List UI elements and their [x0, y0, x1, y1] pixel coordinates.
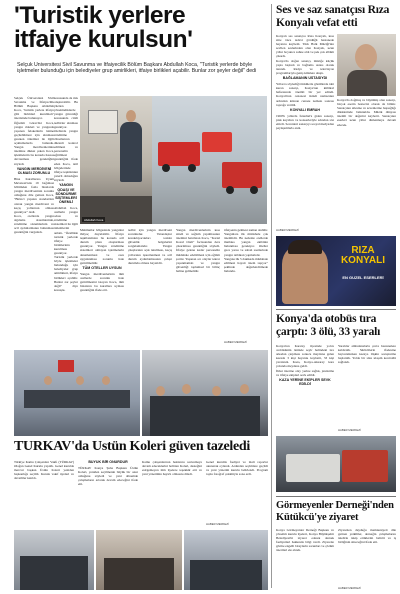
right-top-col-1-text: Konyalı ses sanatçısı Rıza Konyalı, kısa süre önce tedavi gördüğü hastanede hayatını kaybetti. Türk Halk Müziği'nin sevilen seslerinden olan Konyalı, uzun yıllar boyunca sahne aldı ve pek çok albüm çıkardı. Konya'da doğan sanatçı, müziğe küçük yaşta başladı ve bağlama ustası olarak tanındı. Radyo ve televizyon programlarıyla geniş kitlelere ulaştı. [276, 34, 334, 75]
bottom-headline: TÜRKAV'da Üstün Koleri güven tazeledi [14, 440, 250, 454]
bottom-photo-podium [14, 350, 140, 436]
main-col-2-text-b: Abdullah Koca, otellerin yangın odası ve söndürme sistemleri ile ilgili önlemlerini anlattı. "Özellikle turistik yerlerde itfaiye birimlerinin kurulması gerekiyor. Turistik yerlerde böyle işletmeler bulunduğu için belediyeler grup amirlikleri, itfaiye birlikleri açabilir. Bunlar zor şeyler değil" diye konuştu. [54, 205, 78, 292]
main-col-6-text: itfaiyenin gelmesi zaman alabilir. Yangınlara ilk müdahale çok önemlidir. Bu nedenle otellerde mutlaka yangın ekibinin bulunması gerekiyor. Oteller gece yarısı ve sabah saatlerinde yangın tatbikatı yapmalıdır. Yangına ilk 5 dakikada müdahale edilmesi hayati önem taşıyor" şeklinde değerlendirmede bulundu. [224, 228, 268, 273]
main-headline-line1: 'Turistik yerlere [14, 4, 186, 29]
right-mid-col-2 [338, 344, 396, 430]
main-col-3-subhead: TÜM OTELLER UYSUN [82, 266, 122, 271]
main-col-3 [80, 228, 124, 344]
bottom-photo-audience [142, 350, 268, 436]
bottom-col-2-text: TÜRKAV Konya Şube Başkanı Üstün Koleri, yeniden seçilmenin büyük bir onur olduğunu söyledi ve yeni dönemde çalışmaların artarak devam edeceğini ifade etti. [78, 465, 138, 487]
main-headline-line2: itfaiye kurulsun' [14, 26, 193, 53]
main-photo-caption: Abdullah Koca [84, 217, 104, 222]
main-col-1 [14, 96, 54, 342]
right-bottom-credit: HABER MERKEZİ [338, 586, 361, 590]
right-bottom-col-2 [338, 528, 396, 588]
bottom-credit: HABER MERKEZİ [206, 522, 229, 526]
divider-vertical [271, 4, 272, 588]
right-mid-col-1 [276, 344, 334, 430]
right-top-col-1-subhead-2: KONYALI EMRAH [289, 108, 321, 113]
divider-right-2 [276, 496, 396, 497]
right-bottom-col-2-text: Ziyaretten duyduğu memnuniyeti dile getiren yetkililer, derneğin çalışmalarını takdirle takip ettiklerini belirtti ve iş birliğinin süreceğini ifade etti. [338, 528, 396, 545]
main-col-5-text: Yangın merdivenlerinin kısa süreli ve sağlam yapılmasının önemini hatırlatan Koca, "Kartal Kozal Oteli" faciasından ders çıkarılması gerektiğini söyledi. İtfaiye gelene kadar personelin müdahale edebilmesi için eğitim şarttır. Yaşanan acı olaylar tekrar yaşanmamalı ve yangın güvenliği toplumsal bir bilinç haline gelmelidir. [176, 228, 220, 273]
right-top-credit: HABER MERKEZİ [276, 228, 299, 232]
bottom-photo-meeting [96, 530, 182, 590]
right-top-col-2 [337, 98, 396, 230]
bottom-col-4-text: Genel kurulda faaliyet ve mali raporlar okunarak oylandı. Ardından seçimlere geçildi ve yeni yönetim kurulu belirlendi. Program toplu fotoğraf çekimiyle sona erdi. [206, 460, 268, 477]
main-lead: Selçuk Üniversitesi Sivil Savunma ve İtfaiyecilik Bölüm Başkanı Abdullah Koca, "Turistik yerlerde böyle işletmeler bulunduğu için belediyeler grup amirlikleri, itfaiye birlikleri açabilir. Bunlar zor şeyler değil" dedi [17, 62, 257, 75]
right-top-banner-sub: EN GÜZEL ESERLERİ [342, 276, 384, 280]
right-top-portrait [337, 34, 396, 96]
right-bottom-col-1-text: Konya Görmeyenler Derneği Başkanı ve yönetim kurulu üyeleri, Konya Büyükşehir Belediyesi'ni ziyaret ederek dernek faaliyetleri hakkında bilgi verdi. Ziyarette görme engelli bireylerin sorunları ve çözüm önerileri ele alındı. [276, 528, 334, 553]
bottom-col-2-subhead: BÜYÜK BİR ONURDUR [88, 460, 128, 464]
right-mid-credit: HABER MERKEZİ [338, 428, 361, 432]
main-credit: HABER MERKEZİ [224, 340, 247, 344]
main-col-5 [176, 228, 220, 344]
right-mid-headline: Konya'da otobüs tıra çarptı: 3 ölü, 33 yaralı [276, 313, 381, 338]
right-top-col-2-text: Konya'da doğmuş ve büyümüş olan sanatçı, birçok eserin bestecisi olarak da bilinir. Sanatçının ailesine ve sevenlerine başsağlığı dileklerinde bulunuldu. Müzik dünyası önemli bir değerini kaybetti. Sanatçının eserleri uzun yıllar dinlenmeye devam edecek. [337, 98, 396, 127]
main-col-4-text: tedbir için yangın merdiveni zorunludur. Vatandaşlar konaklayacakları tesisin güvenlik belgelerini sorgulamalıdır. Yangın çıkışlarının açık tutulması, kaçış yollarının işaretlenmesi ve acil durum aydınlatmasının çalışır durumda olması hayatidir. [128, 228, 172, 265]
bottom-col-3-text: Kamu çalışanlarının haklarını savunmaya devam edeceklerini belirten Koleri, desteğini esirgemeyen tüm üyelere teşekkür etti ve yeni yönetimin hayırlı olmasını diledi. [142, 460, 202, 477]
main-headline [14, 4, 272, 58]
bottom-col-2 [78, 460, 138, 526]
bottom-col-3 [142, 460, 202, 526]
bottom-photo-stage [184, 530, 268, 590]
bottom-photo-group [14, 530, 94, 590]
bottom-col-1 [14, 460, 74, 526]
main-col-3-text-b: Yangın merdivenlerinin tüm otellerde zorunlu hale getirilmesini isteyen Koca, tüm binaların bu kurallara uyması gerektiğini ifade etti. [80, 272, 124, 293]
main-col-1-text: Selçuk Üniversitesi Sivil Savunma ve İtfaiyecilik Bölüm Başkanı Abdullah Koca, "turistik yerlere itfaiye gibi birimleri kurulmalı" önerisinde bulunuyor. Öğretim Görevlisi Koca, yangın riskleri ve yangında yaşanan felaketlerin önüne geçilebilmesi için alınması gereken önlemler ile ilgili açıklamalarda bulundu. Yangın merdivenlerinin önemine dikkat çeken Koca, işletmelerin bu konuda hassas davranması gerektiğini söyledi. [14, 96, 54, 166]
main-col-4 [128, 228, 172, 344]
right-top-col-1-text-b: Yıllarca söylediği türkülerle gönüllerde taht kuran sanatçı, Konya'nın kültürel hafızasında önemli bir yer edindi. Konyalı'nın cenazesi ikindi namazının ardından kılınan cenaze namazı sonrası toprağa verildi. [276, 82, 334, 107]
main-col-1-subhead: YANGIN MERDİVENİ OLMASI ZORUNLU [16, 167, 52, 176]
divider-right-1 [276, 309, 396, 310]
main-photo-fire-trucks [152, 96, 267, 224]
right-top-headline: Ses ve saz sanatçısı Rıza Konyalı vefat etti [276, 4, 390, 29]
right-bottom-headline: Görmeyenler Derneği'nden Kütükcü'ye ziyaret [276, 500, 394, 523]
right-mid-photo-crash [276, 436, 396, 492]
right-top-col-1-subhead: BAĞLAMANIN USTASIYDI [282, 76, 328, 81]
main-col-3-text: Mahmutlar bölgesinde yangınlar ihtiyaç duyulabilir. İtfaiye teşkilatımızın bu konuda acil durum planı oluşturması gerekiyor. Yangın söndürme sistemleri olmayan işletmelerin denetlenmesi ve ceza uygulanması zorunlu hale getirilmelidir. [80, 228, 124, 265]
main-col-2-text-area [54, 96, 78, 342]
main-col-2-text: konusunda da risk oluşturabilir. Bu yüzden yönetmeliklerde yangın güvenliği konusunda ciddi tedbirler alınması gerekiyor. Otellerde yangın söndürme cihazlarının düzenli kontrol edilmesi ve personelin eğitilmesi gerektiğini ifade eden Koca, tatil bölgelerinde itfaiye teşkilatının yeterli olmadığını söyledi. [54, 96, 78, 182]
bottom-col-1-text: Türkiye Kamu Çalışanları Vakfı (TÜRKAV) Olağan Genel Kurulu yapıldı. Genel kurulda mevcut başkan Üstün Koleri yeniden başkanlığa seçildi. Kurula vakıf üyeleri ve davetliler katıldı. [14, 460, 74, 481]
main-col-6 [224, 228, 268, 344]
right-mid-col-1-subhead: KAZA YERİNE EKİPLER SEVK EDİLDİ [279, 378, 331, 387]
right-bottom-col-1 [276, 528, 334, 588]
main-col-1-text-b: Bina Kurallarına Uyum Mevzuatı'nda 19 bağımsız bölümden fazla binalarda yangın merdiveninin zorunlu olduğunu dile getiren Koca, "Birinci yapının standartları olarak yangın merdiveni ve kaçış yollarının olması gerekiyor" dedi. Koca, otellerde yangın algılama sistemlerinin, söndürme sistemlerinin ve acil aydınlatmanın bulunması gerektiğini vurguladı. [14, 177, 54, 235]
right-top-col-1 [276, 34, 334, 230]
main-photo-classroom [80, 96, 152, 224]
right-top-col-1-text-c: 1960'lı yıllarda İstanbul'a giden sanatçı, plak kayıtları ve konserleriyle adından söz ettirdi. Sevenleri sanatçıyı sosyal medyadan paylaşımlarla andı. [276, 113, 334, 131]
right-mid-col-1-text: Konya'nın Karatay ilçesinde yolcu otobüsünün önünde seyir halindeki tıra arkadan çarpması sonucu meydana gelen kazada 3 kişi hayatını kaybetti, 33 kişi yaralandı. Kaza, Konya-Aksaray kara yolunda meydana geldi. İhbar üzerine olay yerine sağlık, jandarma ve itfaiye ekipleri sevk edildi. [276, 344, 334, 377]
main-col-2-subhead: YANGIN ODASI VE SÖNDÜRME SİSTEMLERİ ÖNEMLİ [55, 183, 77, 205]
right-top-album-banner [276, 236, 396, 306]
bottom-col-4 [206, 460, 268, 526]
right-mid-col-2-text: Yaralılar ambulanslarla çevre hastanelere kaldırıldı. Sürücülerin ifadesine başvurulurken kazaya ilişkin soruşturma başlatıldı. Yolda bir süre ulaşım kontrollü sağlandı. [338, 344, 396, 365]
right-top-banner-name: RIZA KONYALI [340, 246, 386, 266]
